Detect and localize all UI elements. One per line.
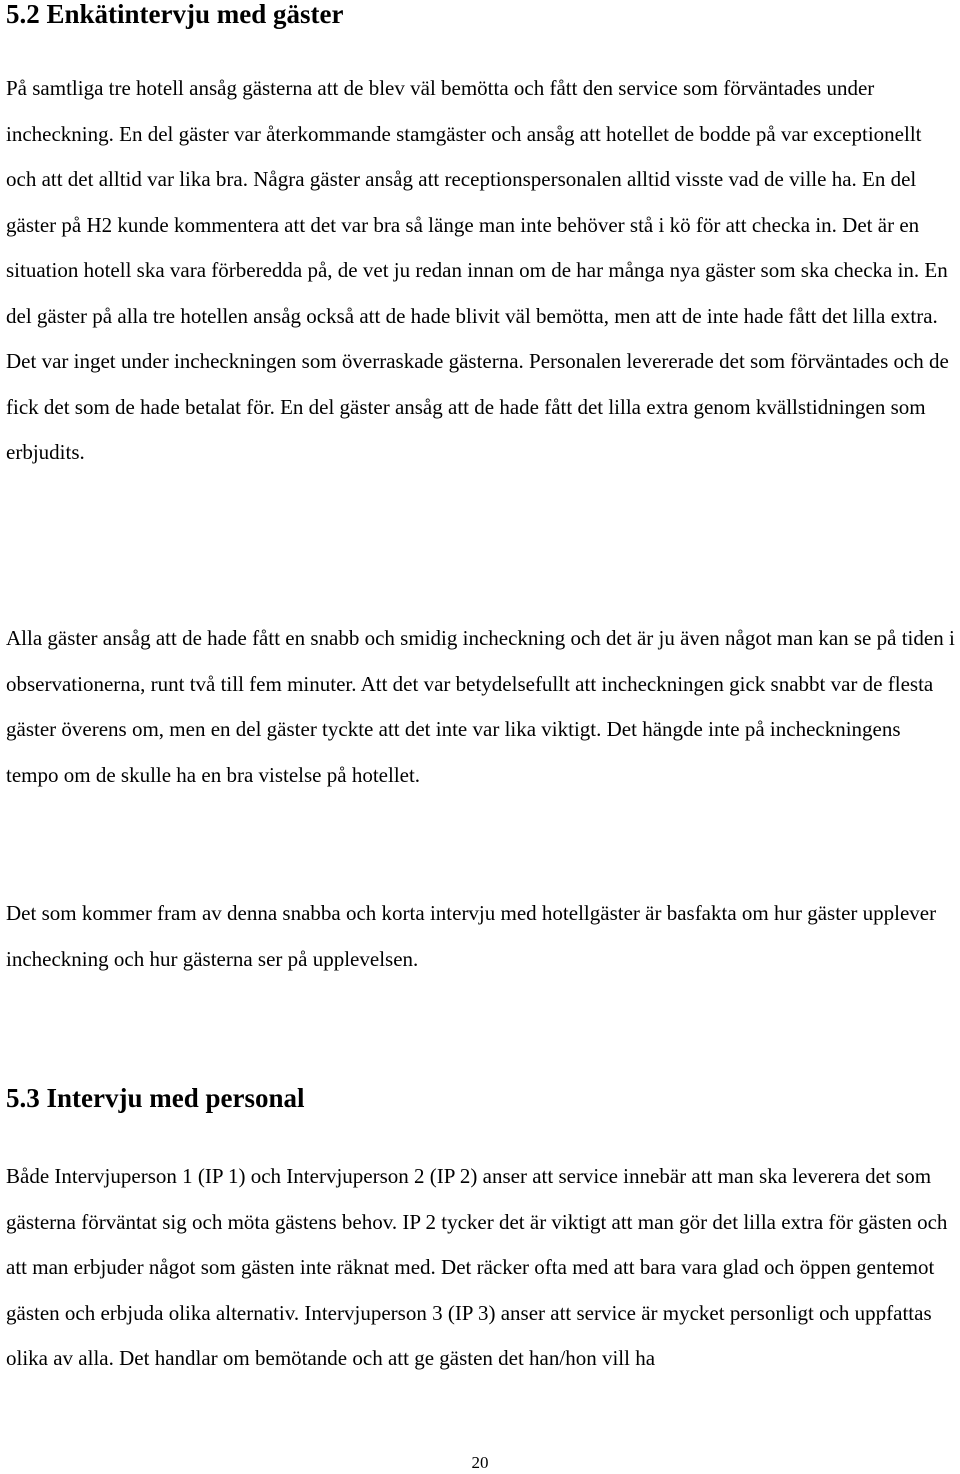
section-5-2-paragraph-3: Det som kommer fram av denna snabba och korta intervju med hotellgäster är basfakta om hur gäster upplever incheckning och hur gästerna ser på upplevelsen. bbox=[6, 901, 937, 971]
section-5-3-paragraph-1: Både Intervjuperson 1 (IP 1) och Intervjuperson 2 (IP 2) anser att service innebär att man ska leverera det som gästerna förväntat sig och möta gästens behov. IP 2 tycker det är viktigt att man gör det lilla extra för gästen och att man erbjuder något som gästen inte räknat med. Det räcker ofta med att bara vara glad och öppen gentemot gästen och erbjuda olika alternativ. Intervjuperson 3 (IP 3) anser att service är mycket personligt och uppfattas olika av alla. Det handlar om bemötande och att ge gästen det han/hon vill ha bbox=[6, 1164, 948, 1370]
section-heading-5-2: 5.2 Enkätintervju med gäster bbox=[6, 0, 344, 29]
section-5-2-paragraph-1: På samtliga tre hotell ansåg gästerna att de blev väl bemötta och fått den service som förväntades under incheckning. En del gäster var återkommande stamgäster och ansåg att hotellet de bodde på var exceptionellt och att det alltid var lika bra. Några gäster ansåg att receptionspersonalen alltid visste vad de ville ha. En del gäster på H2 kunde kommentera att det var bra så länge man inte behöver stå i kö för att checka in. Det är en situation hotell ska vara förberedda på, de vet ju redan innan om de har många nya gäster som ska checka in. En del gäster på alla tre hotellen ansåg också att de hade blivit väl bemötta, men att de inte hade fått det lilla extra. Det var inget under incheckningen som överraskade gästerna. Personalen levererade det som förväntades och de fick det som de hade betalat för. En del gäster ansåg att de hade fått det lilla extra genom kvällstidningen som erbjudits. bbox=[6, 76, 949, 464]
section-5-2-paragraph-2: Alla gäster ansåg att de hade fått en snabb och smidig incheckning och det är ju även något man kan se på tiden i observationerna, runt två till fem minuter. Att det var betydelsefullt att incheckningen gick snabbt var de flesta gäster överens om, men en del gäster tyckte att det inte var lika viktigt. Det hängde inte på incheckningens tempo om de skulle ha en bra vistelse på hotellet. bbox=[6, 626, 955, 787]
section-heading-5-3: 5.3 Intervju med personal bbox=[6, 1083, 305, 1113]
page-number: 20 bbox=[471, 1453, 489, 1472]
